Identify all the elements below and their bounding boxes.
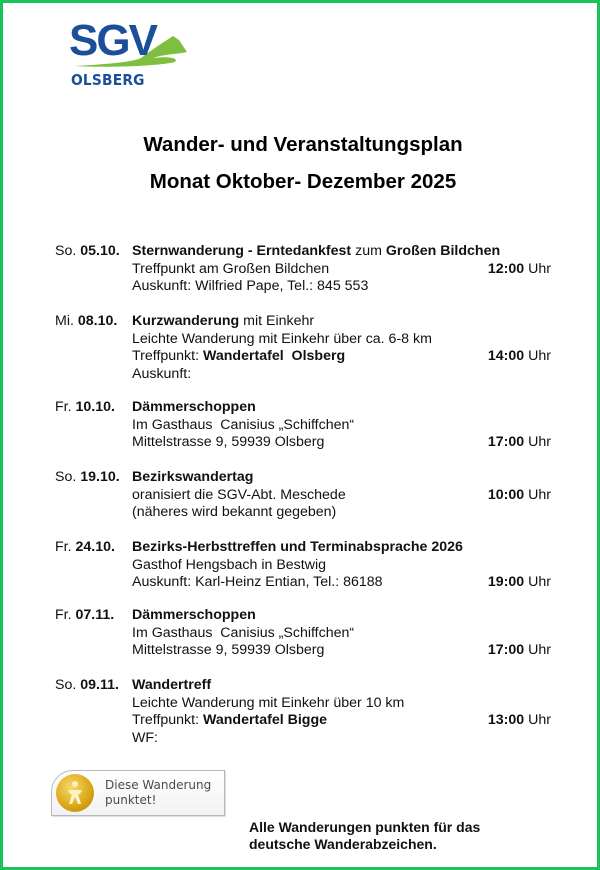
text-part: Bezirks-Herbsttreffen und Terminabsprache 2026 [132,539,463,555]
event-date [55,607,114,625]
event-detail [132,366,191,384]
text-part: oranisiert die SGV-Abt. Meschede [132,486,346,503]
footer-note [249,819,480,853]
event-detail [132,331,432,349]
logo-text: SGV [69,18,156,65]
event-date-value: 08.10. [77,313,118,329]
event-title [132,677,211,695]
event-date [55,677,119,695]
event-row [55,539,555,557]
event-date-value: 07.11. [75,607,115,623]
event-date [55,243,120,261]
event-row [55,261,555,279]
event-row [55,331,555,349]
sgv-logo-icon [69,18,193,70]
text-part: Sternwanderung - Erntedankfest [132,243,352,259]
event-time-unit: Uhr [528,260,551,277]
event-time [488,487,551,505]
event-time [488,261,551,279]
badge-text [105,778,211,808]
event-detail [132,278,368,296]
event-detail [132,695,404,713]
event-date-value: 24.10. [75,539,115,555]
event-item [55,677,555,747]
event-detail [132,642,324,660]
text-part: Auskunft: Wilfried Pape, Tel.: 845 553 [132,278,369,294]
event-detail [132,625,354,643]
event-row [55,642,555,660]
event-date-value: 19.10. [80,469,120,485]
event-detail [132,712,327,730]
event-title [132,607,256,625]
logo-subtitle: OLSBERG [71,71,145,89]
event-time-value: 14:00 [487,348,525,364]
event-row [55,469,555,487]
text-part: Wandertafel Olsberg [202,348,346,364]
text-part: Leichte Wanderung mit Einkehr über ca. 6-8 km [132,330,432,347]
event-weekday: So. [55,677,77,693]
badge-line2: punktet! [105,793,157,807]
text-part: zum [351,243,386,259]
event-weekday: Fr. [55,539,72,555]
text-part: (näheres wird bekannt gegeben) [132,504,337,520]
event-detail [132,417,354,435]
event-row [55,434,555,452]
event-row [55,730,555,748]
event-title [132,313,314,331]
footer-line2: deutsche Wanderabzeichen. [249,836,437,852]
event-row [55,417,555,435]
event-row [55,399,555,417]
event-detail [132,434,324,452]
event-time-value: 13:00 [487,712,525,728]
event-time-value: 12:00 [487,260,525,277]
punktet-badge [51,770,225,816]
event-detail [132,730,158,748]
event-weekday: Fr. [55,607,72,623]
event-weekday: So. [55,469,77,485]
event-item [55,539,555,592]
event-time-value: 10:00 [487,486,525,503]
event-row [55,625,555,643]
event-time [488,434,551,452]
event-item [55,243,555,296]
event-detail [132,487,346,505]
text-part: Treffpunkt: [132,712,203,728]
event-date-value: 05.10. [80,243,120,259]
event-detail [132,557,326,575]
event-detail [132,574,383,592]
badge-line1: Diese Wanderung [105,778,212,792]
event-item [55,399,555,452]
hiker-medal-icon [56,774,94,812]
event-row [55,504,555,522]
text-part: Im Gasthaus Canisius „Schiffchen“ [132,624,355,641]
event-weekday: Fr. [55,399,72,415]
text-part: Großen Bildchen [385,243,501,259]
event-time-unit: Uhr [528,434,551,450]
event-row [55,695,555,713]
text-part: Mittelstrasse 9, 59939 Olsberg [132,642,325,658]
event-row [55,574,555,592]
event-time [488,642,551,660]
event-item [55,607,555,660]
text-part: mit Einkehr [239,313,315,329]
event-row [55,243,555,261]
event-time-unit: Uhr [528,712,551,728]
event-time [488,348,551,366]
text-part: Kurzwanderung [132,313,240,329]
footer-line1: Alle Wanderungen punkten für das [249,819,481,835]
event-date [55,313,117,331]
event-time [488,574,551,592]
event-row [55,487,555,505]
event-detail [132,504,336,522]
event-weekday: Mi. [55,313,74,329]
text-part: Leichte Wanderung mit Einkehr über 10 km [132,694,405,711]
event-title [132,243,500,261]
event-time [488,712,551,730]
event-time-value: 19:00 [487,574,525,590]
event-title [132,399,256,417]
text-part: Bezirkswandertag [132,469,254,485]
event-detail [132,261,329,279]
text-part: Wandertafel Bigge [202,712,328,728]
page-subtitle: Monat Oktober- Dezember 2025 [149,170,457,193]
text-part: Wandertreff [132,677,212,693]
event-row [55,366,555,384]
event-time-value: 17:00 [487,642,525,658]
event-row [55,712,555,730]
event-time-unit: Uhr [528,486,551,503]
event-date [55,399,115,417]
text-part: Dämmerschoppen [132,399,256,415]
event-detail [132,348,345,366]
text-part: Gasthof Hengsbach in Bestwig [132,556,327,573]
event-date [55,469,120,487]
event-item [55,313,555,383]
text-part: Treffpunkt am Großen Bildchen [132,260,330,277]
event-weekday: So. [55,243,77,259]
event-title [132,469,253,487]
event-time-unit: Uhr [528,642,551,658]
event-item [55,469,555,522]
event-row [55,557,555,575]
event-row [55,677,555,695]
event-date-value: 10.10. [75,399,115,415]
event-time-unit: Uhr [528,348,551,364]
event-time-value: 17:00 [487,434,525,450]
event-time-unit: Uhr [528,574,551,590]
text-part: WF: [132,729,158,746]
text-part: Auskunft: [132,365,192,382]
text-part: Auskunft: Karl-Heinz Entian, Tel.: 86188 [132,574,383,590]
sgv-logo [69,18,193,93]
text-part: Dämmerschoppen [132,607,256,623]
event-date [55,539,115,557]
event-row [55,607,555,625]
event-row [55,278,555,296]
text-part: Mittelstrasse 9, 59939 Olsberg [132,434,325,450]
event-date-value: 09.11. [80,677,119,693]
event-row [55,313,555,331]
event-row [55,348,555,366]
event-title [132,539,463,557]
page-title: Wander- und Veranstaltungsplan [143,133,463,156]
text-part: Treffpunkt: [132,348,203,364]
text-part: Im Gasthaus Canisius „Schiffchen“ [132,416,355,433]
